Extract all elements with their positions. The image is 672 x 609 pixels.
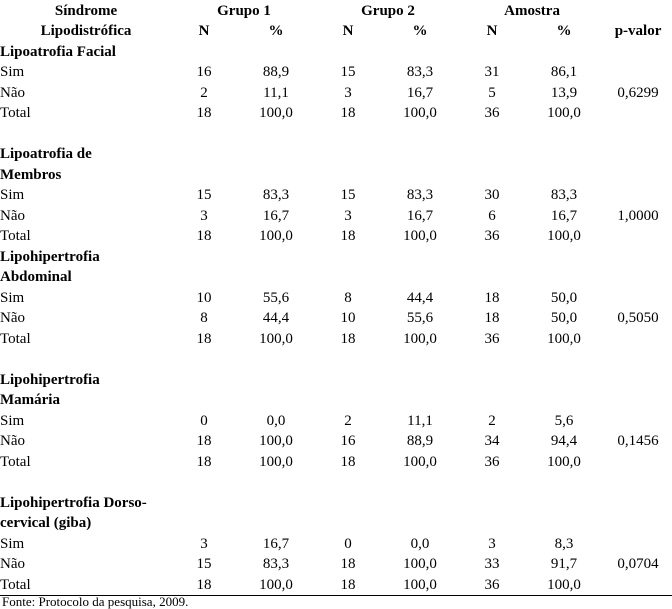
cell-g2-pct: 0,0 [410,535,430,552]
spacer-row [0,349,672,370]
cell-g2-pct: 83,3 [406,187,434,203]
cell-g1-pct: 100,0 [236,574,316,595]
section-title-row [0,41,672,62]
section-title-row [0,492,672,513]
cell-sample-pct: 100,0 [547,453,581,470]
cell-g1-pct: 55,6 [262,289,290,306]
cell-g2-n: 3 [344,84,352,101]
cell-sample-pct: 91,7 [550,556,578,572]
cell-g1-n: 18 [196,330,212,347]
cell-sample-n: 18 [484,310,500,326]
cell-g2-n: 2 [344,412,352,429]
cell-g1-n: 0 [200,412,208,429]
table-row [0,554,672,575]
cell-g2-n: 0 [344,535,352,552]
cell-sample-n: 33 [484,556,500,572]
row-label: Sim [0,412,25,429]
section-title-cont: Abdominal [0,269,72,285]
cell-g1-n: 2 [200,84,208,101]
cell-p-value: 0,6299 [617,84,659,101]
cell-g1-pct: 100,0 [259,433,293,449]
cell-sample-pct: 100,0 [547,105,581,121]
header-sample-pct: % [556,23,572,39]
header-group-1: Grupo 1 [217,2,271,19]
cell-g2-n: 18 [340,330,356,347]
cell-g1-pct: 88,9 [262,64,290,80]
cell-sample-pct: 100,0 [547,330,581,347]
cell-g2-n: 10 [340,310,356,326]
cell-g1-n: 18 [196,105,212,121]
cell-g1-n: 15 [196,556,212,572]
row-label: Não [0,556,25,572]
cell-sample-pct: 86,1 [550,64,578,80]
row-label: Total [0,453,31,470]
cell-g2-pct: 16,7 [406,207,434,224]
header-g1-pct: % [268,23,284,39]
cell-g2-pct: 100,0 [403,453,437,470]
cell-g1-n: 18 [196,453,212,470]
cell-sample-n: 3 [488,535,496,552]
cell-g2-pct: 88,9 [406,433,434,449]
header-p-value: p-valor [614,23,662,39]
row-label: Total [0,330,31,347]
cell-g2-pct: 100,0 [403,228,437,244]
cell-sample-n: 18 [484,289,500,306]
cell-g1-n: 15 [196,187,212,203]
cell-sample-pct: 13,9 [550,84,578,101]
cell-g2-pct: 11,1 [407,412,433,429]
header-group-sample: Amostra [504,2,560,19]
row-label: Não [0,310,25,326]
row-label: Sim [0,187,25,203]
cell-sample-pct: 16,7 [550,207,578,224]
spacer-row [0,472,672,493]
table-row [0,574,672,595]
cell-g1-n: 16 [196,64,212,80]
cell-g2-pct: 100,0 [403,330,437,347]
cell-p-value: 1,0000 [617,207,659,224]
row-label: Total [0,574,172,595]
header-g2-pct: % [412,23,428,39]
cell-g1-pct: 100,0 [259,330,293,347]
section-title-cont: cervical (giba) [0,515,92,531]
cell-g1-n: 8 [200,310,208,326]
cell-sample-n: 36 [484,105,500,121]
table-row [0,328,672,349]
table-row [0,533,672,554]
cell-g1-n: 18 [196,433,212,449]
cell-sample-n: 6 [488,207,496,224]
cell-g1-pct: 83,3 [262,187,290,203]
header-row-columns [0,21,672,42]
cell-g1-n: 10 [196,289,212,306]
header-sample-n: N [486,23,498,39]
cell-g2-pct: 100,0 [403,556,437,572]
header-row-groups [0,0,672,21]
cell-sample-pct: 50,0 [550,289,578,306]
section-title-row [0,513,672,534]
cell-g2-n: 15 [340,187,356,203]
cell-sample-pct: 94,4 [550,433,578,449]
table-row [0,287,672,308]
cell-sample-pct: 50,0 [550,310,578,326]
cell-g2-n: 18 [340,556,356,572]
table-row [0,308,672,329]
cell-sample-n: 36 [484,330,500,347]
row-label: Total [0,105,31,121]
row-label: Sim [0,535,25,552]
row-label: Sim [0,289,25,306]
cell-sample-n: 5 [488,84,496,101]
cell-g1-pct: 100,0 [259,453,293,470]
cell-g1-pct: 44,4 [262,310,290,326]
cell-sample-n: 36 [460,574,524,595]
cell-g1-n: 3 [200,207,208,224]
header-g2-n: N [342,23,354,39]
cell-sample-n: 36 [484,228,500,244]
cell-g1-n: 18 [172,574,236,595]
section-title-row [0,390,672,411]
cell-g2-n: 16 [340,433,356,449]
cell-sample-pct: 83,3 [550,187,578,203]
row-label: Não [0,433,25,449]
cell-g2-n: 3 [344,207,352,224]
cell-g2-pct: 100,0 [403,105,437,121]
cell-sample-pct: 5,6 [554,412,574,429]
section-title: Lipohipertrofia [0,371,100,388]
cell-g1-pct: 16,7 [262,207,290,224]
cell-g1-n: 18 [196,228,212,244]
cell-g2-n: 18 [316,574,380,595]
cell-sample-n: 36 [484,453,500,470]
section-title-row [0,164,672,185]
table-row [0,185,672,206]
section-title-cont: Mamária [0,392,60,408]
header-g1-n: N [198,23,210,39]
section-title-cont: Membros [0,166,62,183]
table-row [0,410,672,431]
row-label: Não [0,207,25,224]
cell-sample-pct: 8,3 [554,535,574,552]
cell-g2-pct: 44,4 [406,289,434,306]
spacer-row [0,123,672,144]
row-label: Sim [0,64,25,80]
cell-g1-pct: 11,1 [263,84,289,101]
section-title-row [0,144,672,165]
section-title: Lipohipertrofia Dorso- [0,494,147,511]
cell-g2-n: 15 [340,64,356,80]
cell-p-value: 0,5050 [617,310,659,326]
cell-sample-n: 30 [484,187,500,203]
cell-p-value: 0,0704 [617,556,659,572]
section-title: Lipoatrofia de [0,146,92,162]
header-group-2: Grupo 2 [361,2,415,19]
section-title: Lipohipertrofia [0,248,100,265]
cell-g1-pct: 0,0 [266,412,286,429]
cell-g2-pct: 55,6 [406,310,434,326]
section-title-row [0,267,672,288]
cell-g2-n: 18 [340,453,356,470]
table-row [0,431,672,452]
section-title-row [0,369,672,390]
row-label: Não [0,84,25,101]
cell-g2-n: 18 [340,105,356,121]
cell-g2-pct: 100,0 [380,574,460,595]
cell-g1-pct: 100,0 [259,105,293,121]
cell-g1-pct: 83,3 [262,556,290,572]
table-row [0,451,672,472]
cell-sample-n: 2 [488,412,496,429]
cell-g2-n: 18 [340,228,356,244]
table-row [0,205,672,226]
header-row-label-line2: Lipodistrófica [40,23,132,39]
section-title: Lipoatrofia Facial [0,43,116,60]
row-label: Total [0,228,31,244]
cell-sample-pct: 100,0 [547,228,581,244]
cell-g2-pct: 16,7 [406,84,434,101]
cell-p-value: 0,1456 [617,433,659,449]
cell-g2-n: 8 [344,289,352,306]
section-title-row [0,246,672,267]
table-source-note: Fonte: Protocolo da pesquisa, 2009. [2,594,189,609]
table-row [0,62,672,83]
cell-sample-pct: 100,0 [524,574,604,595]
table-row [0,226,672,247]
cell-sample-n: 34 [484,433,500,449]
table-row [0,103,672,124]
table-row [0,82,672,103]
cell-g2-pct: 83,3 [406,64,434,80]
cell-g1-pct: 100,0 [259,228,293,244]
header-row-label-line1: Síndrome [54,2,118,19]
cell-g1-pct: 16,7 [262,535,290,552]
cell-sample-n: 31 [484,64,500,80]
cell-g1-n: 3 [200,535,208,552]
